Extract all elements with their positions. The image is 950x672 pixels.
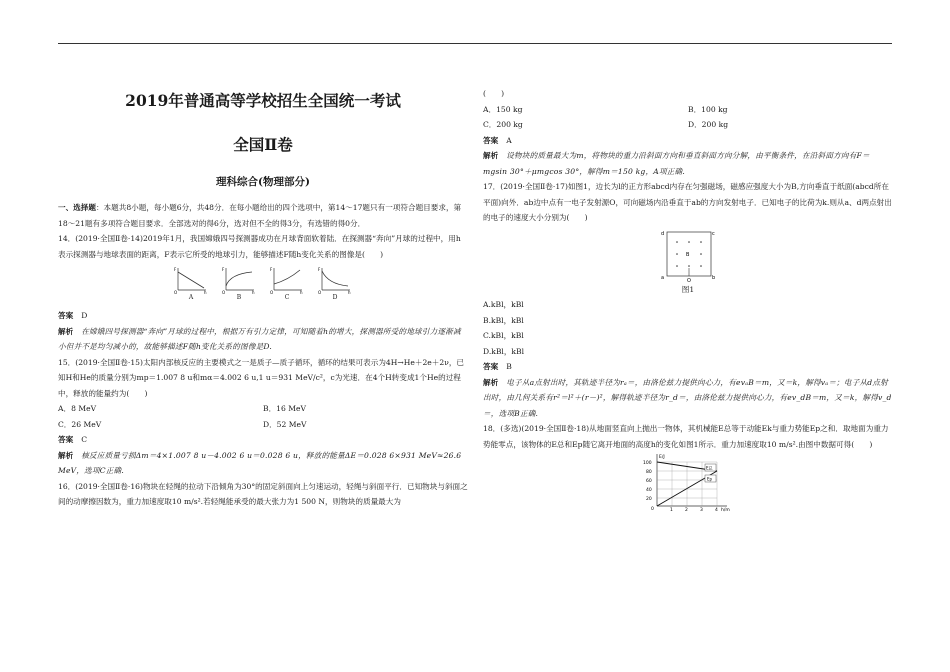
svg-text:O: O <box>687 277 691 282</box>
svg-text:h: h <box>300 290 303 294</box>
q17-analysis: 解析 电子从a点射出时，其轨迹半径为rₐ＝，由洛伦兹力提供向心力，有evₐB＝m，又＝k，解得vₐ＝；电子从d点射出时，由几何关系有r²＝l²＋(r－)²，解得轨迹半径为r_d＝，由洛伦兹力提供向心力，有ev_dB＝m，又＝k，解得v_d＝，选项B正确. <box>483 377 892 418</box>
svg-text:4: 4 <box>715 508 718 512</box>
svg-text:B: B <box>686 251 690 258</box>
svg-text:F: F <box>222 267 225 272</box>
q16-option-d: D．200 kg <box>688 120 729 129</box>
svg-text:E总: E总 <box>706 465 713 471</box>
right-column <box>483 86 893 512</box>
q15-analysis: 解析 核反应质量亏损Δm＝4×1.007 8 u－4.002 6 u＝0.028 6 u，释放的能量ΔE＝0.028 6×931 MeV≈26.6 MeV，选项C正确. <box>58 450 462 475</box>
svg-text:80: 80 <box>646 470 652 475</box>
q15-options <box>58 401 468 432</box>
exam-title: 2019年普通高等学校招生全国统一考试 <box>125 91 401 110</box>
q17-option-d: D.kBl，kBl <box>483 346 525 356</box>
q17-option-b: B.kBl，kBl <box>483 315 524 325</box>
exam-subtitle: 全国Ⅱ卷 <box>233 135 293 154</box>
q15-option-c: C．26 MeV <box>58 419 102 429</box>
q17-answer: 答案 B <box>483 362 512 371</box>
svg-text:O: O <box>318 290 322 294</box>
svg-text:h: h <box>348 290 351 294</box>
svg-text:100: 100 <box>643 461 652 466</box>
q14-graph-b-label: B <box>236 294 242 301</box>
q14-graph-a-svg <box>174 266 208 294</box>
q18-energy-graph <box>643 452 733 512</box>
svg-text:40: 40 <box>646 488 652 493</box>
svg-text:h: h <box>252 290 255 294</box>
q16-option-c: C．200 kg <box>483 120 523 129</box>
svg-text:b: b <box>712 274 716 281</box>
section-title: 理科综合(物理部分) <box>216 176 310 188</box>
q18-figure <box>483 452 893 512</box>
q14-graph-d-label: D <box>332 294 338 301</box>
q17-square-field <box>659 228 717 282</box>
q18-stem: 18．(多选)(2019·全国Ⅱ卷·18)从地面竖直向上抛出一物体，其机械能E总等于动能Ek与重力势能Ep之和．取地面为重力势能零点，该物体的E总和Ep随它离开地面的高度h的变化如图1所示．重力加速度取10 m/s².由图中数据可得( ) <box>483 424 889 449</box>
q14-graph-a-label: A <box>188 294 194 301</box>
q15-option-a: A．8 MeV <box>58 404 97 413</box>
q14-graph-d <box>318 266 352 302</box>
svg-text:h/m: h/m <box>721 508 730 512</box>
svg-text:2: 2 <box>685 508 688 512</box>
svg-text:O: O <box>270 290 274 294</box>
q14-graph-c-label: C <box>284 294 290 301</box>
svg-text:E/J: E/J <box>659 455 665 460</box>
instructions-text: ：本题共8小题，每小题6分，共48分．在每小题给出的四个选项中，第14～17题只有一项符合题目要求，第18～21题有多项符合题目要求．全部选对的得6分，选对但不全的得3分，有选错的得0分． <box>58 203 462 228</box>
q14-graph-c <box>270 266 304 302</box>
svg-text:0: 0 <box>651 507 654 512</box>
q15-option-b: B．16 MeV <box>263 404 307 413</box>
svg-text:d: d <box>661 230 665 237</box>
q17-fig-caption: 图1 <box>681 284 695 294</box>
svg-text:3: 3 <box>700 508 703 512</box>
instructions-label: 一、选择题 <box>58 203 96 212</box>
q16-answer: 答案 A <box>483 135 512 145</box>
q17-stem: 17．(2019·全国Ⅱ卷·17)如图1，边长为l的正方形abcd内存在匀强磁场，磁感应强度大小为B,方向垂直于纸面(abcd所在平面)向外．ab边中点有一电子发射源O，可向磁场内沿垂直于ab的方向发射电子．已知电子的比荷为k.则从a、d两点射出的电子的速度大小分别为( ) <box>483 182 892 222</box>
left-column <box>58 52 468 510</box>
svg-text:c: c <box>712 230 715 237</box>
q17-option-c: C.kBl，kBl <box>483 331 524 340</box>
q15-option-d: D．52 MeV <box>263 419 307 429</box>
q14-graphs <box>58 266 468 302</box>
q14-stem: 14．(2019·全国Ⅱ卷·14)2019年1月，我国嫦娥四号探测器成功在月球背面软着陆．在探测器“奔向”月球的过程中，用h表示探测器与地球表面的距离，F表示它所受的地球引力，能够描述F随h变化关系的图像是( ) <box>58 234 461 259</box>
instructions <box>58 200 468 231</box>
q16-option-a: A．150 kg <box>483 104 523 114</box>
svg-text:h: h <box>204 290 207 294</box>
svg-text:60: 60 <box>646 479 652 484</box>
q14-graph-a <box>174 266 208 302</box>
svg-text:Ep: Ep <box>707 476 713 482</box>
q16-stem-cont: ( ) <box>483 89 505 98</box>
q15-stem: 15．(2019·全国Ⅱ卷·15)太阳内部核反应的主要模式之一是质子—质子循环，循环的结果可表示为4H→He＋2e＋2ν，已知H和He的质量分别为mp＝1.007 8 u和mα＝4.002 6 u,1 u＝931 MeV/c²，c为光速．在4个H转变成1个He的过程中，释放的能量约为( ) <box>58 357 465 398</box>
q14-analysis: 解析 在嫦娥四号探测器“奔向”月球的过程中，根据万有引力定律，可知随着h的增大，探测器所受的地球引力逐渐减小但并不是均匀减小的，故能够描述F随h变化关系的图像是D. <box>58 326 461 351</box>
q16-analysis: 解析 设物块的质量最大为m，将物块的重力沿斜面方向和垂直斜面方向分解，由平衡条件，在沿斜面方向有F＝mgsin 30°＋μmgcos 30°，解得m＝150 kg，A项正确. <box>483 151 870 176</box>
svg-text:F: F <box>174 267 177 272</box>
q15-answer: 答案 C <box>58 435 87 444</box>
q16-stem: 16．(2019·全国Ⅱ卷·16)物块在轻绳的拉动下沿倾角为30°的固定斜面向上匀速运动，轻绳与斜面平行．已知物块与斜面之间的动摩擦因数为，重力加速度取10 m/s².若轻绳能承受的最大张力为1 500 N，则物块的质量最大为 <box>58 481 468 506</box>
svg-text:F: F <box>270 267 273 272</box>
svg-text:O: O <box>174 290 178 294</box>
svg-text:20: 20 <box>646 497 652 502</box>
top-rule <box>58 43 892 44</box>
q17-figure <box>483 228 893 282</box>
svg-text:F: F <box>318 267 321 272</box>
svg-text:1: 1 <box>670 508 673 512</box>
svg-text:O: O <box>222 290 226 294</box>
q17-option-a: A.kBl，kBl <box>483 300 524 309</box>
q14-answer: 答案 D <box>58 311 88 320</box>
svg-text:a: a <box>661 274 665 281</box>
q16-options <box>483 102 893 133</box>
q16-option-b: B．100 kg <box>688 104 728 114</box>
q14-graph-b <box>222 266 256 302</box>
